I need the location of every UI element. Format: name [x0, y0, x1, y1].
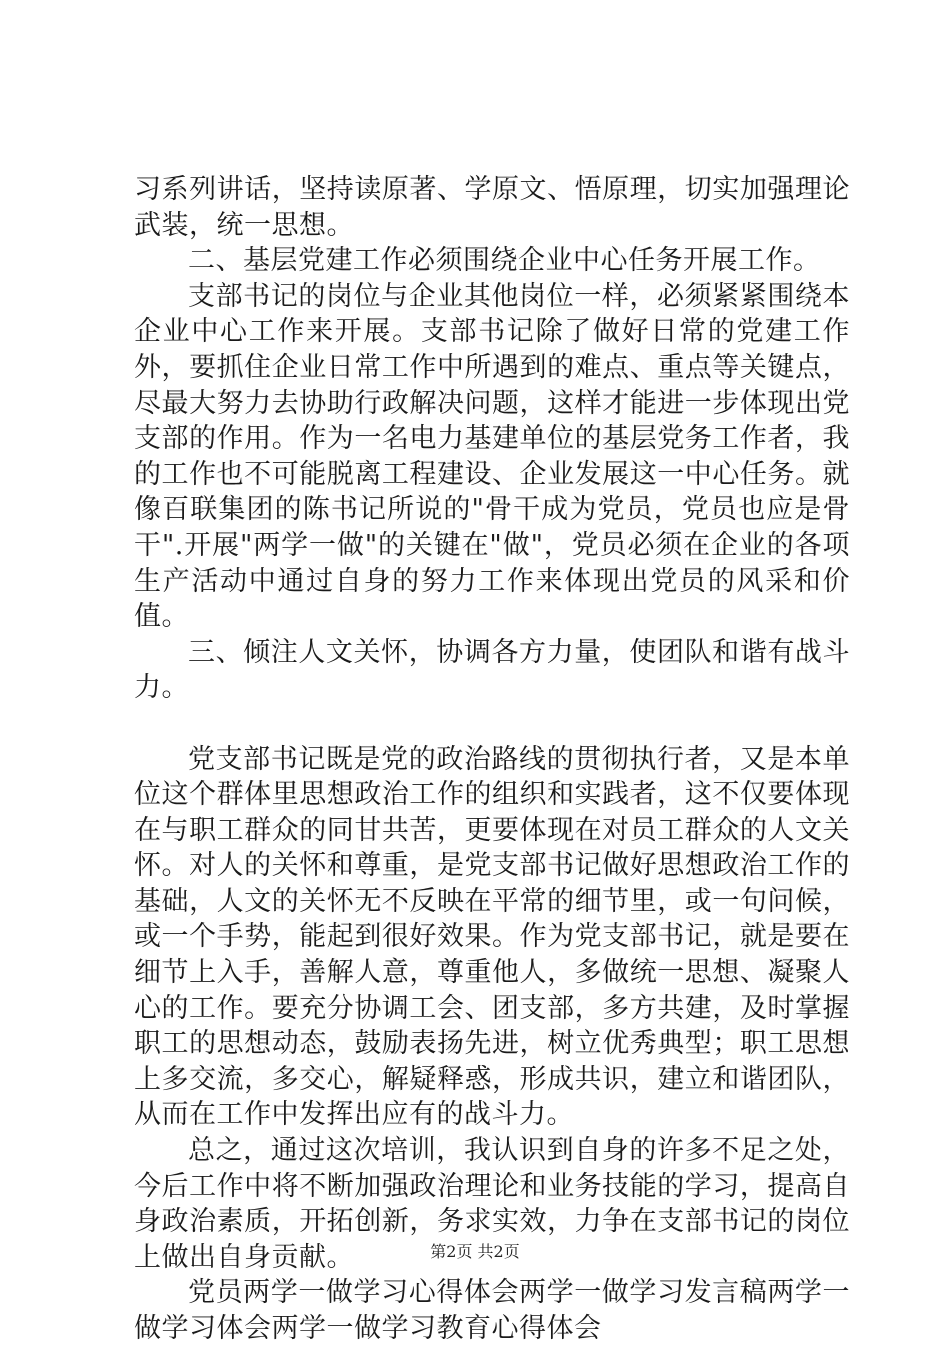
paragraph-related-titles: 党员两学一做学习心得体会两学一做学习发言稿两学一做学习体会两学一做学习教育心得体会 [134, 1277, 850, 1344]
paragraph-section-2: 支部书记的岗位与企业其他岗位一样，必须紧紧围绕本企业中心工作来开展。支部书记除了做好日常的党建工作外，要抓住企业日常工作中所遇到的难点、重点等关键点，尽最大努力去协助行政解决问题，这样才能进一步体现出党支部的作用。作为一名电力基建单位的基层党务工作者，我的工作也不可能脱离工程建设、企业发展这一中心任务。就像百联集团的陈书记所说的"骨干成为党员，党员也应是骨干".开展"两学一做"的关键在"做"，党员必须在企业的各项生产活动中通过自身的努力工作来体现出党员的风采和价值。 [134, 280, 850, 633]
document-body [134, 172, 850, 1347]
paragraph-continuation: 习系列讲话，坚持读原著、学原文、悟原理，切实加强理论武装，统一思想。 [134, 174, 850, 241]
paragraph-conclusion: 总之，通过这次培训，我认识到自身的许多不足之处，今后工作中将不断加强政治理论和业务技能的学习，提高自身政治素质，开拓创新，务求实效，力争在支部书记的岗位上做出自身贡献。 [134, 1135, 850, 1273]
paragraph-gap [134, 706, 850, 742]
section-heading-3: 三、倾注人文关怀，协调各方力量，使团队和谐有战斗力。 [134, 636, 850, 704]
page-number-footer: 第2页 共2页 [430, 1242, 520, 1261]
section-heading-2: 二、基层党建工作必须围绕企业中心任务开展工作。 [188, 245, 821, 277]
paragraph-section-3: 党支部书记既是党的政治路线的贯彻执行者，又是本单位这个群体里思想政治工作的组织和实践者，这不仅要体现在与职工群众的同甘共苦，更要体现在对员工群众的人文关怀。对人的关怀和尊重，是党支部书记做好思想政治工作的基础，人文的关怀无不反映在平常的细节里，或一句问候，或一个手势，能起到很好效果。作为党支部书记，就是要在细节上入手，善解人意，尊重他人，多做统一思想、凝聚人心的工作。要充分协调工会、团支部，多方共建，及时掌握职工的思想动态，鼓励表扬先进，树立优秀典型；职工思想上多交流，多交心，解疑释惑，形成共识，建立和谐团队，从而在工作中发挥出应有的战斗力。 [134, 743, 850, 1131]
